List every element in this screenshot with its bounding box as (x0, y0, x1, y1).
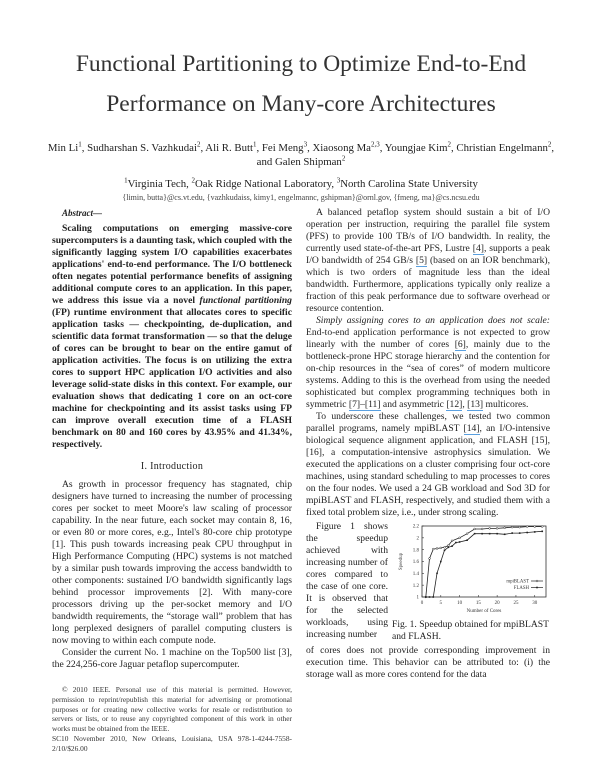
data-point (466, 533, 468, 535)
affiliation-marker: 3 (336, 176, 341, 185)
affiliation-marker: 2 (191, 176, 195, 185)
x-tick-label: 20 (494, 601, 500, 606)
affiliation-marker: 1 (252, 140, 257, 149)
x-tick-label: 25 (513, 601, 519, 606)
legend-marker (536, 587, 538, 589)
affiliation-marker: 2 (196, 140, 201, 149)
data-point (440, 547, 442, 549)
left-column (52, 207, 292, 754)
figure-caption: Fig. 1. Speedup obtained for mpiBLAST and FLASH. (392, 619, 549, 642)
data-point (459, 541, 461, 543)
data-point (511, 532, 513, 534)
y-tick-label: 2 (416, 536, 419, 542)
author-name: Xiaosong Ma$^{2,3}$ (312, 140, 380, 154)
affiliation: $^2$Oak Ridge National Laboratory (191, 176, 332, 190)
paragraph-continuation: of cores does not provide corresponding improvement in execution time. This behavior can be attributed to: (i) the storage wall as more cores contend for the data (306, 645, 550, 680)
affiliation: $^1$Virginia Tech (124, 176, 187, 190)
x-tick-label: 10 (457, 601, 463, 606)
data-point (451, 540, 453, 542)
data-point (429, 558, 431, 560)
data-point (519, 532, 521, 534)
citation-link[interactable]: [14] (463, 423, 480, 434)
y-tick-label: 1.6 (412, 560, 419, 566)
affiliation-marker: 1 (78, 140, 82, 149)
affiliations: $^1$Virginia Tech, $^2$Oak Ridge National Laboratory, $^3$North Carolina State University (124, 176, 478, 190)
data-point (526, 526, 528, 528)
citation-link[interactable]: [13] (467, 399, 484, 410)
right-column (306, 207, 550, 754)
x-tick-label: 15 (475, 601, 481, 606)
data-point (429, 596, 431, 598)
section-heading-introduction: I. Introduction (140, 461, 204, 472)
abstract-text: Scaling computations on emerging massive-core supercomputers is a daunting task, which coupled with the significantly lagging system I/O capabilities exacerbates applications' end-to-end performance. The I/O bottleneck often negates potential performance benefits of assigning additional compute cores to an application. In this paper, we address this issue via a novel functional partitioning (FP) runtime environment that allocates cores to specific application tasks — checkpointing, de-duplication, and scientific data format transformation — so that the deluge of cores can be brought to bear on the entire gamut of application activities. The focus is on utilizing the extra cores to support HPC application I/O activities and also leverage solid-state disks in this context. For example, our evaluation shows that dedicating 1 core on an oct-core machine for checkpointing and its assist tasks using FP can improve overall execution time of a FLASH benchmark on 80 and 160 cores by 43.95% and 41.34%, respectively. (52, 223, 292, 450)
author-name: Sudharshan S. Vazhkudai$^2$ (87, 140, 201, 154)
author-name: Christian Engelmann$^2$ (456, 140, 552, 154)
affiliation-marker: 2,3 (370, 140, 380, 149)
data-point (466, 539, 468, 541)
two-column-body (52, 207, 550, 754)
wrapped-text-beside-figure: Figure 1 shows the speedup achieved with increasing number of cores compared to the case of one core. It is observed that for the selected workloads, using increasing number (306, 521, 388, 640)
data-point (504, 527, 506, 529)
data-point (511, 526, 513, 528)
citation-link[interactable]: [4] (472, 243, 484, 254)
y-tick-label: 2.2 (412, 524, 419, 530)
y-tick-label: 1.4 (412, 571, 419, 577)
paragraph: As growth in processor frequency has stagnated, chip designers have turned to increasing the number of processing cores per socket to meet Moore's law scaling of processor capability. In the near future, each socket may contain 8, 16, or even 80 or more cores, e.g., Intel's 80-core chip prototype [1]. This push towards increasing peak CPU throughput in High Performance Computing (HPC) systems is not matched by a similar push towards improving the access bandwidth to other components: sustained I/O bandwidth significantly lags behind processor improvements [2]. With many-core processors driving up the per-socket memory and I/O bandwidth requirements, the “storage wall” problem that has long perplexed designers of parallel computing clusters is now moving to within each compute node. (52, 479, 292, 646)
abstract-heading: Abstract— (62, 208, 103, 218)
author-name: Min Li$^1$ (47, 140, 82, 154)
x-tick-label: 5 (439, 601, 443, 606)
y-axis-label: Speedup (399, 552, 404, 571)
affiliation-marker: 2 (547, 140, 552, 149)
data-point (526, 532, 528, 534)
speedup-chart (392, 521, 550, 617)
data-point (432, 548, 434, 550)
data-point (534, 526, 536, 528)
legend-label: FLASH (513, 586, 529, 592)
data-point (444, 546, 446, 548)
data-point (455, 542, 457, 544)
paragraph: Consider the current No. 1 machine on the Top500 list [3], the 224,256-core Jaguar petaflop supercomputer. (52, 647, 292, 670)
data-point (474, 528, 476, 530)
data-point (474, 533, 476, 535)
figure-1 (392, 521, 550, 643)
data-point (481, 533, 483, 535)
affiliation-marker: 1 (124, 176, 128, 185)
paragraph: A balanced petaflop system should sustain a bit of I/O operation per instruction, requiring the parallel file system (PFS) to provide 100 TB/s of I/O bandwidth. In reality, the currently used state-of-the-art PFS, Lustre [4], supports a peak I/O bandwidth of 254 GB/s [5] (based on an IOR benchmark), which is two orders of magnitude less than the ideal bandwidth. Furthermore, applications typically only realize a fraction of this peak performance due to software overhead or resource contention. (306, 207, 550, 314)
x-axis-label: Number of Cores (466, 609, 502, 614)
figure-row (306, 521, 550, 643)
data-point (541, 526, 543, 528)
affiliation: $^3$North Carolina State University (336, 176, 478, 190)
citation-link[interactable]: [7]–[11] (348, 399, 381, 410)
data-point (489, 533, 491, 535)
data-point (451, 545, 453, 547)
x-tick-label: 30 (532, 601, 538, 606)
author-list: Min Li$^1$, Sudharshan S. Vazhkudai$^2$, Ali R. Butt$^1$, Fei Meng$^3$, Xiaosong Ma$^{2,3}$, Youngjae Kim$^2$, Christian Engelmann$^2$, and Galen Shipman$^2$ (47, 140, 555, 168)
legend-label: mpiBLAST (506, 579, 529, 585)
data-point (440, 561, 442, 563)
y-tick-label: 1.2 (412, 583, 419, 589)
affiliation-marker: 2 (341, 154, 346, 163)
data-point (489, 527, 491, 529)
affiliation-marker: 3 (303, 140, 308, 149)
data-point (541, 531, 543, 533)
data-point (496, 533, 498, 535)
y-tick-label: 1 (416, 595, 419, 601)
data-point (504, 533, 506, 535)
copyright-notice: © 2010 IEEE. Personal use of this material is permitted. However, permission to reprint/republish this material for advertising or promotional purposes or for creating new collective works for resale or redistribution to servers or lists, or to reuse any copyrighted component of this work in other works must be obtained from the IEEE. SC10 November 2010, New Orleans, Louisiana, USA 978-1-4244-7558-2/10/$26.00 (52, 685, 292, 753)
citation-link[interactable]: [12] (446, 399, 463, 410)
data-point (436, 548, 438, 550)
author-name: Galen Shipman$^2$ (274, 154, 346, 168)
data-point (425, 596, 427, 598)
data-point (436, 573, 438, 575)
data-point (448, 547, 450, 549)
paragraph: Simply assigning cores to an application does not scale: End-to-end application performance is not expected to grow linearly with the number of cores [6], mainly due to the bottleneck-prone HPC storage hierarchy and the contention for on-chip resources in the “sea of cores” of modern multicore systems. Adding to this is the overhead from using the needed sophisticated but complex programming techniques both in symmetric [7]–[11] and asymmetric [12], [13] multicores. (306, 315, 550, 410)
data-point (519, 526, 521, 528)
x-tick-label: 0 (420, 601, 424, 606)
data-point (496, 527, 498, 529)
author-name: Fei Meng$^3$ (261, 140, 308, 154)
legend-marker (536, 580, 538, 582)
y-tick-label: 1.8 (412, 548, 419, 554)
paragraph: To underscore these challenges, we tested two common parallel programs, namely mpiBLAST [14], an I/O-intensive biological sequence alignment application, and FLASH [15], [16], a computation-intensive astrophysics simulation. We executed the applications on a cluster comprising four oct-core machines, using standard scheduling to map processes to cores on the four nodes. We used a 24 GB workload and Sod 3D for mpiBLAST and FLASH, respectively, and studied them with a fixed total problem size, i.e., under strong scaling. (306, 411, 550, 518)
data-point (432, 596, 434, 598)
data-point (447, 545, 449, 547)
citation-link[interactable]: [6] (454, 339, 466, 350)
author-name: Ali R. Butt$^1$ (205, 140, 257, 154)
data-point (481, 528, 483, 530)
author-name: Youngjae Kim$^2$ (384, 140, 452, 154)
data-point (459, 537, 461, 539)
data-point (534, 531, 536, 533)
affiliation-marker: 2 (447, 140, 452, 149)
paper-title: Functional Partitioning to Optimize End-to-End Performance on Many-core Architectures (75, 51, 527, 117)
data-point (444, 549, 446, 551)
citation-link[interactable]: [5] (415, 255, 428, 266)
author-emails: {limin, butta}@cs.vt.edu, {vazhkudaiss, kimy1, engelmannc, gshipman}@ornl.gov, {fmeng, ma}@cs.ncsu.edu (122, 193, 480, 202)
